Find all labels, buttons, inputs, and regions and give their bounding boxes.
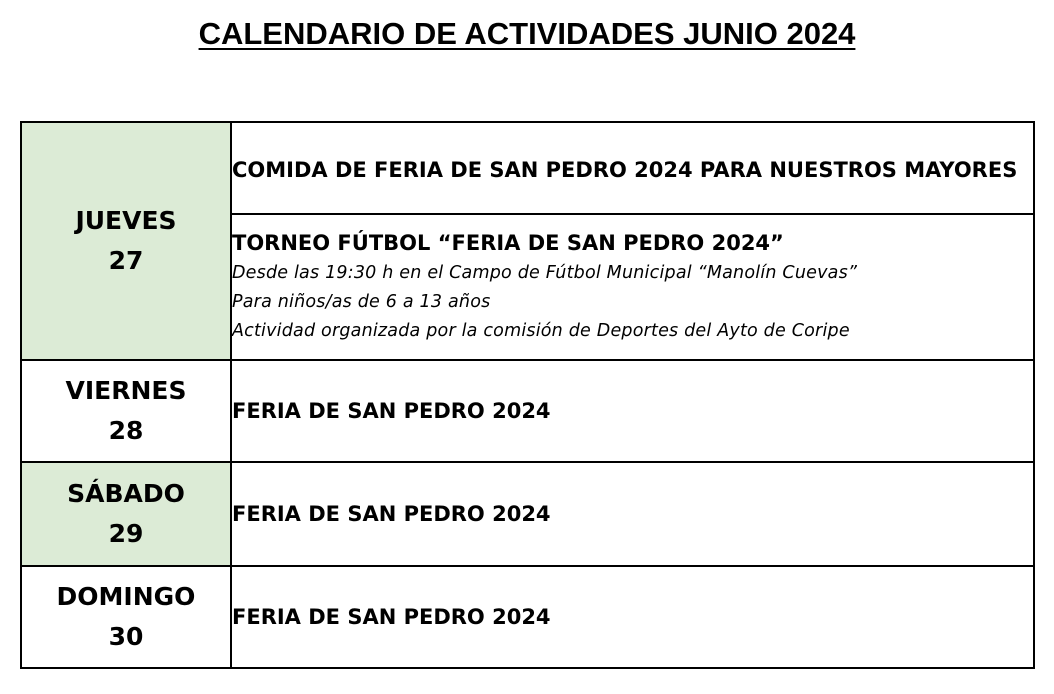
event-cell	[231, 360, 1034, 462]
day-number: 30	[108, 622, 144, 651]
event-detail-time-location: Desde las 19:30 h en el Campo de Fútbol Municipal “Manolín Cuevas”	[232, 263, 858, 283]
table-row-viernes	[21, 360, 1034, 462]
event-cell	[231, 122, 1034, 214]
event-detail-organizer: Actividad organizada por la comisión de Deportes del Ayto de Coripe	[232, 321, 850, 341]
event-title: TORNEO FÚTBOL “FERIA DE SAN PEDRO 2024”	[232, 231, 784, 255]
event-detail-age-range: Para niños/as de 6 a 13 años	[232, 292, 491, 312]
event-title: COMIDA DE FERIA DE SAN PEDRO 2024 PARA NUESTROS MAYORES	[232, 157, 1018, 182]
day-number: 29	[108, 519, 144, 548]
event-title: FERIA DE SAN PEDRO 2024	[232, 604, 551, 629]
activities-table	[20, 121, 1035, 669]
event-title: FERIA DE SAN PEDRO 2024	[232, 398, 551, 423]
day-name: VIERNES	[65, 376, 187, 405]
event-cell	[231, 462, 1034, 566]
day-name: JUEVES	[75, 206, 177, 235]
event-title: FERIA DE SAN PEDRO 2024	[232, 501, 551, 526]
day-cell-domingo	[21, 566, 231, 668]
table-row-domingo	[21, 566, 1034, 668]
event-cell	[231, 214, 1034, 360]
page-title-text: CALENDARIO DE ACTIVIDADES JUNIO 2024	[198, 16, 856, 51]
day-number: 28	[108, 416, 144, 445]
day-cell-jueves	[21, 122, 231, 360]
event-cell	[231, 566, 1034, 668]
table-row-sabado	[21, 462, 1034, 566]
day-number: 27	[108, 246, 144, 275]
page-title	[0, 14, 1054, 54]
day-name: SÁBADO	[67, 479, 185, 508]
day-cell-viernes	[21, 360, 231, 462]
table-row-jueves-event-1	[21, 122, 1034, 214]
day-cell-sabado	[21, 462, 231, 566]
day-name: DOMINGO	[56, 582, 196, 611]
